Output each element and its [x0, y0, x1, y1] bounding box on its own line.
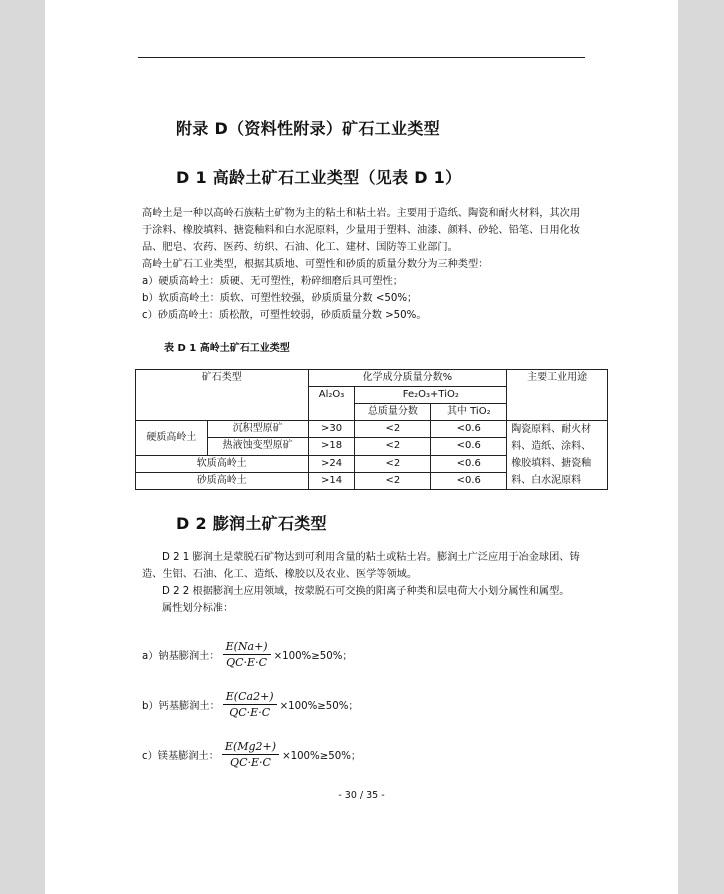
cell-tio2: <0.6 — [431, 472, 507, 489]
header-rule — [138, 57, 585, 58]
formula-label: b）钙基膨润土： — [142, 701, 220, 712]
header-chem: 化学成分质量分数% — [308, 370, 507, 387]
d1-paragraph: 高岭土是一种以高岭石族粘土矿物为主的粘土和粘土岩。主要用于造纸、陶瓷和耐火材料，其次用于涂料、橡胶填料、搪瓷釉料和白水泥原料，少量用于塑料、油漆、颜料、砂轮、铅笔、日用化妆品、肥皂、农药、医药、纺织、石油、化工、建材、国防等工业部门。 — [142, 208, 581, 253]
header-fe-ti: Fe₂O₃+TiO₂ — [355, 387, 507, 404]
cell-total: <2 — [355, 438, 431, 455]
use-line: 料、造纸、涂料、 — [511, 441, 592, 452]
formula-calcium — [142, 690, 359, 719]
formula-label: a）钠基膨润土： — [142, 651, 220, 662]
page-number: - 30 / 35 - — [338, 790, 385, 801]
section-d1-body — [142, 205, 582, 324]
formula-fraction — [223, 640, 271, 669]
formula-numerator: E(Mg2+) — [222, 740, 279, 755]
header-tio2: 其中 TiO₂ — [431, 404, 507, 421]
ore-type-table — [135, 369, 608, 490]
d2-paragraph-2: D 2 2 根据膨润土应用领域，按蒙脱石可交换的阳离子种类和层电荷大小划分属性和属型。 — [162, 586, 570, 597]
cell-subtype: 沉积型原矿 — [207, 421, 308, 438]
header-al2o3: Al₂O₃ — [308, 387, 355, 421]
formula-label: c）镁基膨润土： — [142, 751, 219, 762]
d1-type-b: b）软质高岭土：质软、可塑性较强，砂质质量分数 <50%； — [142, 293, 418, 304]
cell-al2o3: >24 — [308, 455, 355, 472]
formula-numerator: E(Na+) — [223, 640, 271, 655]
cell-subtype: 热液蚀变型原矿 — [207, 438, 308, 455]
formula-magnesium — [142, 740, 361, 769]
cell-tio2: <0.6 — [431, 421, 507, 438]
table-row — [136, 421, 608, 438]
cell-use — [507, 421, 608, 490]
cell-tio2: <0.6 — [431, 438, 507, 455]
table-caption: 表 D 1 高岭土矿石工业类型 — [164, 343, 290, 354]
formula-sodium — [142, 640, 353, 669]
formula-denominator: QC·E·C — [226, 656, 267, 669]
cell-al2o3: >30 — [308, 421, 355, 438]
use-line: 橡胶填料、搪瓷釉 — [511, 458, 592, 469]
cell-total: <2 — [355, 472, 431, 489]
formula-numerator: E(Ca2+) — [223, 690, 277, 705]
cell-tio2: <0.6 — [431, 455, 507, 472]
d1-type-a: a）硬质高岭土：质硬、无可塑性，粉碎细磨后具可塑性； — [142, 276, 403, 287]
section-d1-heading: D 1 高龄土矿石工业类型（见表 D 1） — [176, 168, 462, 187]
cell-al2o3: >14 — [308, 472, 355, 489]
cell-type: 砂质高岭土 — [136, 472, 309, 489]
formula-denominator: QC·E·C — [230, 756, 271, 769]
cell-type: 软质高岭土 — [136, 455, 309, 472]
section-d2-heading: D 2 膨润土矿石类型 — [176, 514, 327, 533]
formula-tail: ×100%≥50%； — [279, 701, 359, 712]
d1-types-intro: 高岭土矿石工业类型，根据其质地、可塑性和砂质的质量分数分为三种类型： — [142, 259, 489, 270]
formula-fraction — [223, 690, 277, 719]
use-line: 料、白水泥原料 — [511, 475, 582, 486]
d2-paragraph-3: 属性划分标准： — [162, 603, 234, 614]
cell-al2o3: >18 — [308, 438, 355, 455]
appendix-title: 附录 D（资料性附录）矿石工业类型 — [176, 119, 440, 138]
header-use: 主要工业用途 — [507, 370, 608, 421]
formula-tail: ×100%≥50%； — [273, 651, 353, 662]
formula-fraction — [222, 740, 279, 769]
document-page — [45, 0, 678, 894]
formula-denominator: QC·E·C — [229, 706, 271, 719]
use-line: 陶瓷原料、耐火材 — [511, 424, 592, 435]
d1-type-c: c）砂质高岭土：质松散，可塑性较弱，砂质质量分数 >50%。 — [142, 310, 427, 321]
formula-tail: ×100%≥50%； — [282, 751, 362, 762]
cell-total: <2 — [355, 421, 431, 438]
cell-total: <2 — [355, 455, 431, 472]
hard-kaolin-group: 硬质高岭土 — [136, 421, 208, 456]
header-total: 总质量分数 — [355, 404, 431, 421]
header-ore-type: 矿石类型 — [136, 370, 309, 421]
d2-paragraph-1: D 2 1 膨润土是蒙脱石矿物达到可利用含量的粘土或粘土岩。膨润土广泛应用于冶金球团、铸造、生铝、石油、化工、造纸、橡胶以及农业、医学等领域。 — [142, 552, 580, 580]
section-d2-body — [142, 549, 582, 617]
